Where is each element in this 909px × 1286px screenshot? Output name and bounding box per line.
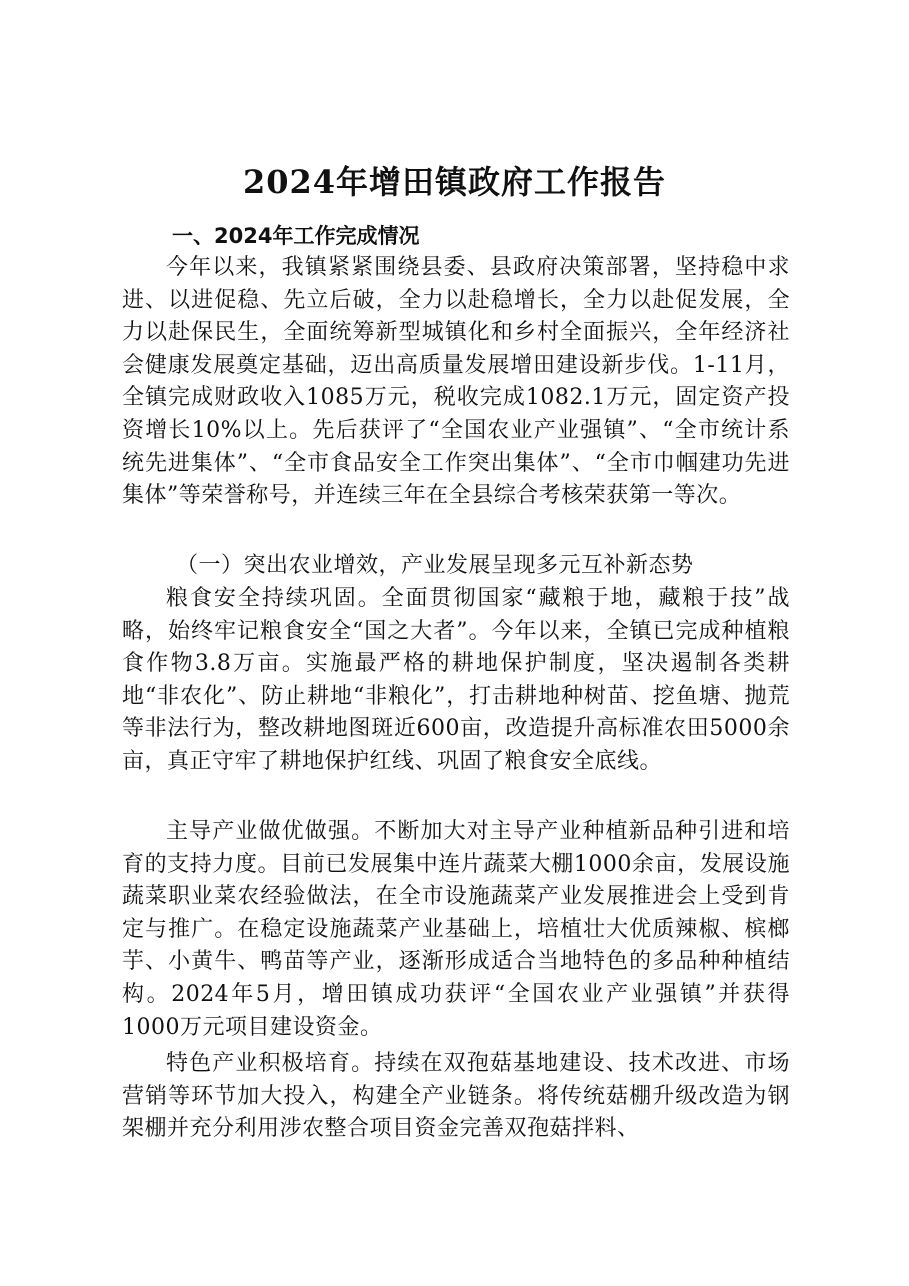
paragraph-specialty-industry: 特色产业积极培育。持续在双孢菇基地建设、技术改进、市场营销等环节加大投入，构建全产业链条。将传统菇棚升级改造为钢架棚并充分利用涉农整合项目资金完善双孢菇拌料、 (122, 1051, 790, 1142)
paragraph-food-security: 粮食安全持续巩固。全面贯彻国家“藏粮于地，藏粮于技”战略，始终牢记粮食安全“国之大者”。今年以来，全镇已完成种植粮食作物3.8万亩。实施最严格的耕地保护制度，坚决遏制各类耕地“非农化”、防止耕地“非粮化”，打击耕地种树苗、挖鱼塘、抛荒等非法行为，整改耕地图斑近600亩，改造提升高标准农田5000余亩，真正守牢了耕地保护红线、巩固了粮食安全底线。 (122, 586, 790, 774)
paragraph-intro: 今年以来，我镇紧紧围绕县委、县政府决策部署，坚持稳中求进、以进促稳、先立后破，全力以赴稳增长，全力以赴促发展，全力以赴保民生，全面统筹新型城镇化和乡村全面振兴，全年经济社会健康发展奠定基础，迈出高质量发展增田建设新步伐。1-11月，全镇完成财政收入1085万元，税收完成1082.1万元，固定资产投资增长10%以上。先后获评了“全国农业产业强镇”、“全市统计系统先进集体”、“全市食品安全工作突出集体”、“全市巾帼建功先进集体”等荣誉称号，并连续三年在全县综合考核荣获第一等次。 (122, 255, 790, 509)
section-heading: 一、2024年工作完成情况 (172, 224, 420, 248)
document-title: 2024年增田镇政府工作报告 (242, 163, 667, 201)
paragraph-leading-industry: 主导产业做优做强。不断加大对主导产业种植新品种引进和培育的支持力度。目前已发展集中连片蔬菜大棚1000余亩，发展设施蔬菜职业菜农经验做法，在全市设施蔬菜产业发展推进会上受到肯定与推广。在稳定设施蔬菜产业基础上，培植壮大优质辣椒、槟榔芋、小黄牛、鸭苗等产业，逐渐形成适合当地特色的多品种种植结构。2024年5月，增田镇成功获评“全国农业产业强镇”并获得1000万元项目建设资金。 (122, 819, 790, 1040)
subsection-heading: （一）突出农业增效，产业发展呈现多元互补新态势 (176, 553, 694, 578)
